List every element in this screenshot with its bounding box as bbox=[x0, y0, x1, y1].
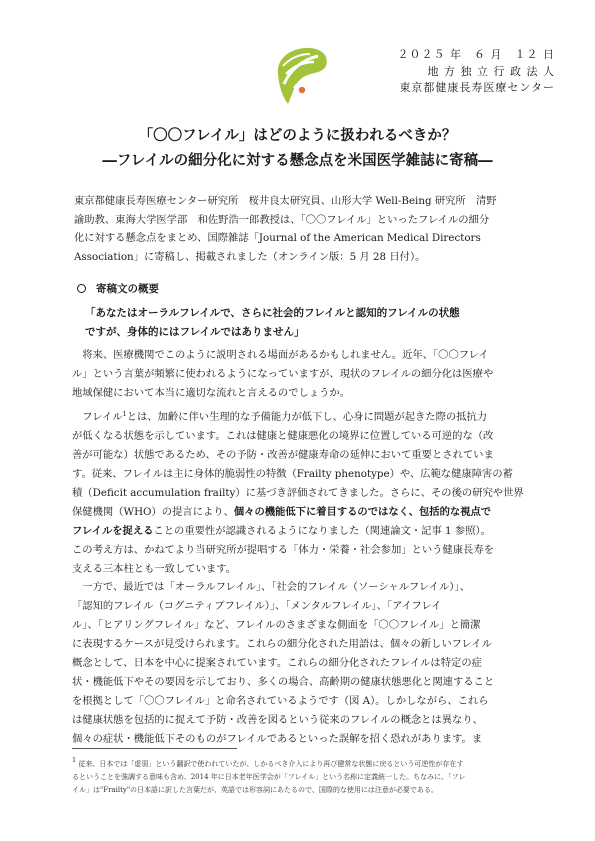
body-paragraph-2 bbox=[72, 405, 530, 579]
section-heading bbox=[77, 281, 159, 296]
body-paragraph-1 bbox=[72, 346, 530, 403]
intro-line: Association」に寄稿し、掲載されました（オンライン版：5 月 28 日付）。 bbox=[74, 250, 426, 263]
paragraph-line bbox=[72, 503, 530, 522]
intro-line: 化に対する懸念点をまとめ、国際雑誌「Journal of the American Medical Directors bbox=[74, 232, 481, 244]
organization-logo bbox=[272, 44, 330, 108]
highlight-quote bbox=[85, 304, 535, 342]
emphasis-text: フレイルを捉える bbox=[72, 525, 154, 537]
paragraph-line: 一方で、最近では「オーラルフレイル」、「社会的フレイル（ソーシャルフレイル）」、 bbox=[72, 581, 470, 593]
paragraph-line bbox=[72, 405, 530, 427]
quote-line: 「あなたはオーラルフレイルで、さらに社会的フレイルと認知的フレイルの状態 bbox=[85, 307, 460, 319]
page-subtitle: ―フレイルの細分化に対する懸念点を米国医学雑誌に寄稿― bbox=[102, 153, 493, 169]
paragraph-line: が低くなる状態を示しています。これは健康と健康悪化の境界に位置している可逆的な（改 bbox=[72, 430, 494, 442]
paragraph-line: は健康状態を包括的に捉えて予防・改善を図るという従来のフレイルの概念とは異なり、 bbox=[72, 714, 483, 726]
paragraph-line: 善が可能な）状態であるため、その予防・改善が健康寿命の延伸において重要とされていま bbox=[72, 449, 494, 461]
footnote bbox=[72, 754, 532, 797]
intro-line: 東京都健康長寿医療センター研究所 桜井良太研究員、山形大学 Well-Being 研究所 清野 bbox=[74, 195, 497, 207]
paragraph-line: を根拠として「〇〇フレイル」と命名されているようです（図 A）。しかしながら、これら bbox=[72, 695, 489, 707]
paragraph-line bbox=[72, 522, 530, 541]
emphasis-text: 個々の機能低下に着目するのではなく、包括的な視点で bbox=[233, 506, 492, 518]
release-date: ２０２５ 年 ６ 月 １２ 日 bbox=[397, 48, 555, 61]
header-meta bbox=[398, 47, 556, 97]
paragraph-line: 個々の症状・機能低下そのものがフレイルであるといった誤解を招く恐れがあります。ま bbox=[72, 733, 483, 745]
paragraph-line: 積（Deficit accumulation frailty）に基づき評価されてきました。さらに、その後の研究や世界 bbox=[72, 487, 524, 499]
text-span: ことの重要性が認識されるようになりました（関連論文・記事 1 参照）。 bbox=[153, 525, 491, 537]
text-span: 保健機関（WHO）の提言により、 bbox=[72, 506, 234, 518]
organization-name: 東京都健康長寿医療センター bbox=[399, 81, 555, 94]
intro-line: 諭助教、東海大学医学部 和佐野浩一郎教授は、「〇〇フレイル」といったフレイルの細分 bbox=[74, 213, 490, 226]
body-paragraph-3 bbox=[72, 578, 530, 749]
footnote-line: イル」は"Frailty"の日本語に訳した言葉だが、英語では形容詞にあたるので、国際的な使用には注意が必要である。 bbox=[72, 786, 438, 794]
footnote-line: るということを強調する意味も含め、2014 年に日本老年医学会が「フレイル」という名称に定義統一した。ちなみに、「フレ bbox=[72, 773, 466, 781]
footnote-marker: 1 bbox=[72, 756, 77, 764]
paragraph-line: 「認知的フレイル（コグニティブフレイル）」、「メンタルフレイル」、「アイフレイ bbox=[72, 600, 442, 612]
organization-type: 地 方 独 立 行 政 法 人 bbox=[427, 64, 555, 78]
paragraph-line: 将来、医療機関でこのように説明される場面があるかもしれません。近年、「〇〇フレイ bbox=[72, 349, 489, 361]
text-span: 従来、日本では「虚弱」という翻訳で使われていたが、しかるべき介入により再び健常な状態に戻るという可逆性が存在す bbox=[78, 760, 464, 768]
section-heading-text: 寄稿文の概要 bbox=[96, 283, 159, 295]
footnote-divider bbox=[72, 748, 237, 749]
paragraph-line: す。従来、フレイルは主に身体的脆弱性の特徴（Frailty phenotype）や、広範な健康障害の蓄 bbox=[72, 468, 513, 480]
text-span: フレイル bbox=[72, 411, 123, 423]
page-title: 「〇〇フレイル」はどのように扱われるべきか？ bbox=[138, 128, 457, 144]
quote-line: ですが、身体的にはフレイルではありません」 bbox=[85, 326, 305, 338]
paragraph-line: 支える三本柱とも一致しています。 bbox=[72, 563, 236, 575]
paragraph-line: 地域保健において本当に適切な流れと言えるのでしょうか。 bbox=[72, 387, 351, 399]
leaf-logo-icon bbox=[272, 44, 330, 108]
paragraph-line: に表現するケースが見受けられます。これらの細分化された用語は、個々の新しいフレイル bbox=[72, 638, 492, 650]
footnote-reference: 1 bbox=[122, 410, 127, 418]
paragraph-line: ル」という言葉が頻繁に使われるようになっていますが、現状のフレイルの細分化は医療や bbox=[72, 368, 494, 380]
paragraph-line: ル」、「ヒアリングフレイル」など、フレイルのさまざまな側面を「〇〇フレイル」と簡潔 bbox=[72, 619, 481, 631]
paragraph-line: 概念として、日本を中心に提案されています。これらの細分化されたフレイルは特定の症 bbox=[72, 657, 482, 669]
paragraph-line: 状・機能低下やその要因を示しており、多くの場合、高齢期の健康状態悪化と関連すること bbox=[72, 676, 495, 688]
intro-paragraph bbox=[74, 192, 528, 266]
footnote-line bbox=[72, 754, 532, 771]
paragraph-line: この考え方は、かねてより当研究所が提唱する「体力・栄養・社会参加」という健康長寿を bbox=[72, 544, 494, 556]
text-span: とは、加齢に伴い生理的な予備能力が低下し、心身に問題が起きた際の抵抗力 bbox=[126, 411, 488, 423]
circle-bullet-icon bbox=[77, 284, 86, 293]
